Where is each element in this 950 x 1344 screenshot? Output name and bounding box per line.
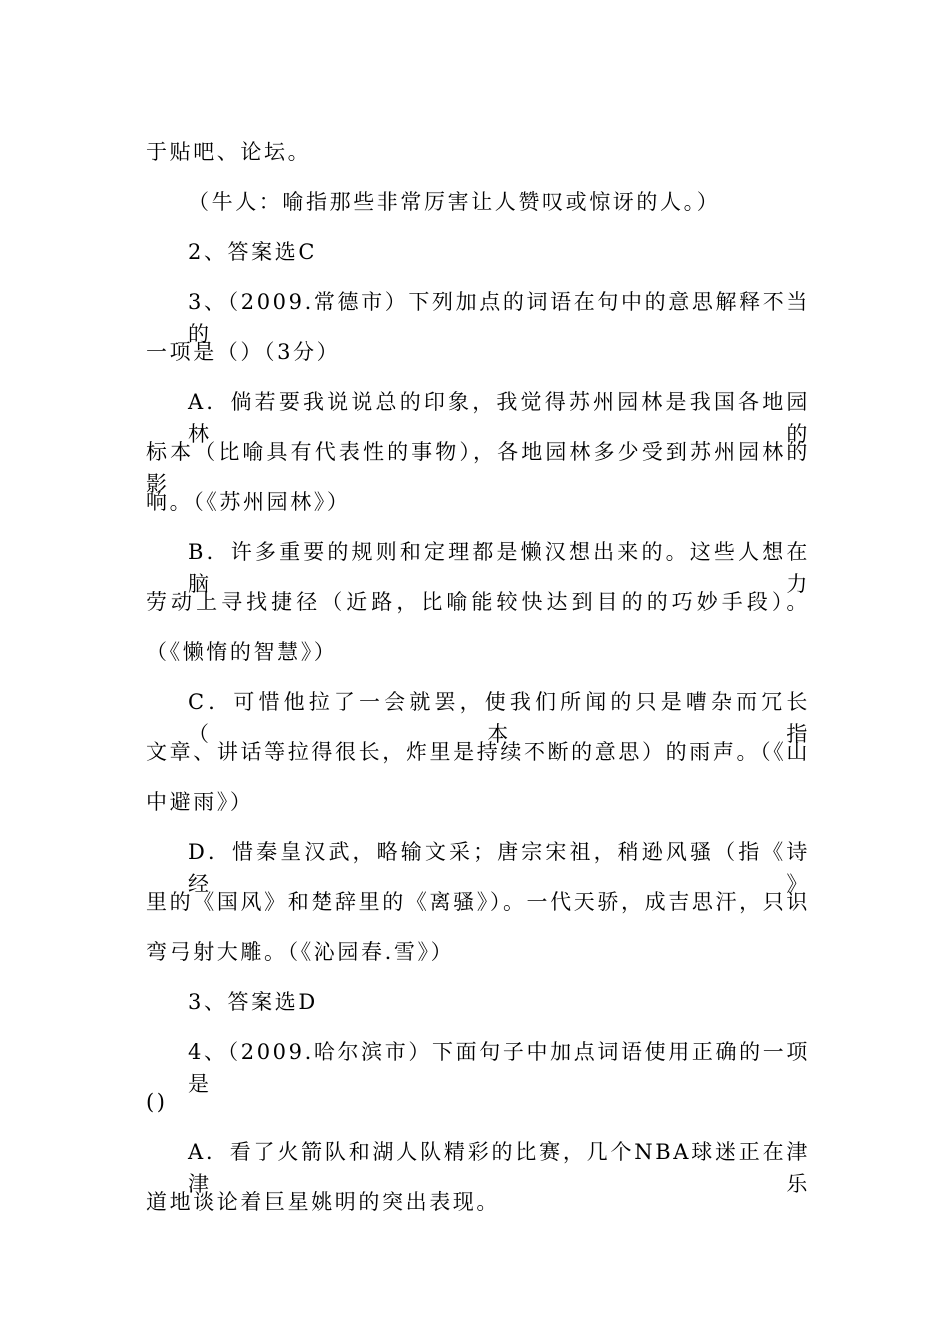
text-line: 2、答案选C (188, 240, 318, 264)
text-line: 劳动上寻找捷径（近路，比喻能较快达到目的的巧妙手段）。 (146, 590, 810, 614)
text-line: 于贴吧、论坛。 (146, 140, 312, 164)
text-line: B．许多重要的规则和定理都是懒汉想出来的。这些人想在脑力 (188, 540, 810, 596)
text-line: D．惜秦皇汉武，略输文采；唐宗宋祖，稍逊风骚（指《诗经》 (188, 840, 810, 896)
text-line: 中避雨》） (146, 790, 254, 814)
text-line: 道地谈论着巨星姚明的突出表现。 (146, 1190, 500, 1214)
text-line: （《懒惰的智慧》） (146, 640, 338, 664)
text-line: 响。（《苏州园林》） (146, 490, 351, 514)
text-line: 文章、讲话等拉得很长，炸里是持续不断的意思）的雨声。（《山 (146, 740, 810, 764)
text-line: A．倘若要我说说总的印象，我觉得苏州园林是我国各地园林的 (188, 390, 810, 446)
text-line: 标本（比喻具有代表性的事物），各地园林多少受到苏州园林的影 (146, 440, 810, 496)
text-line: 3、（2009.常德市）下列加点的词语在句中的意思解释不当的 (188, 290, 810, 346)
text-line: A．看了火箭队和湖人队精彩的比赛，几个NBA球迷正在津津乐 (188, 1140, 810, 1196)
text-line: 4、（2009.哈尔滨市）下面句子中加点词语使用正确的一项是 (188, 1040, 810, 1096)
text-line: 3、答案选D (188, 990, 318, 1014)
text-line: 里的《国风》和楚辞里的《离骚》）。一代天骄，成吉思汗，只识 (146, 890, 810, 914)
text-line: （牛人：喻指那些非常厉害让人赞叹或惊讶的人。） (188, 190, 721, 214)
text-line: C．可惜他拉了一会就罢，使我们所闻的只是嘈杂而冗长（本指 (188, 690, 810, 746)
text-line: 弯弓射大雕。（《沁园春.雪》） (146, 940, 455, 964)
text-line: () (146, 1090, 168, 1114)
text-line: 一项是（）（3分） (146, 340, 341, 364)
